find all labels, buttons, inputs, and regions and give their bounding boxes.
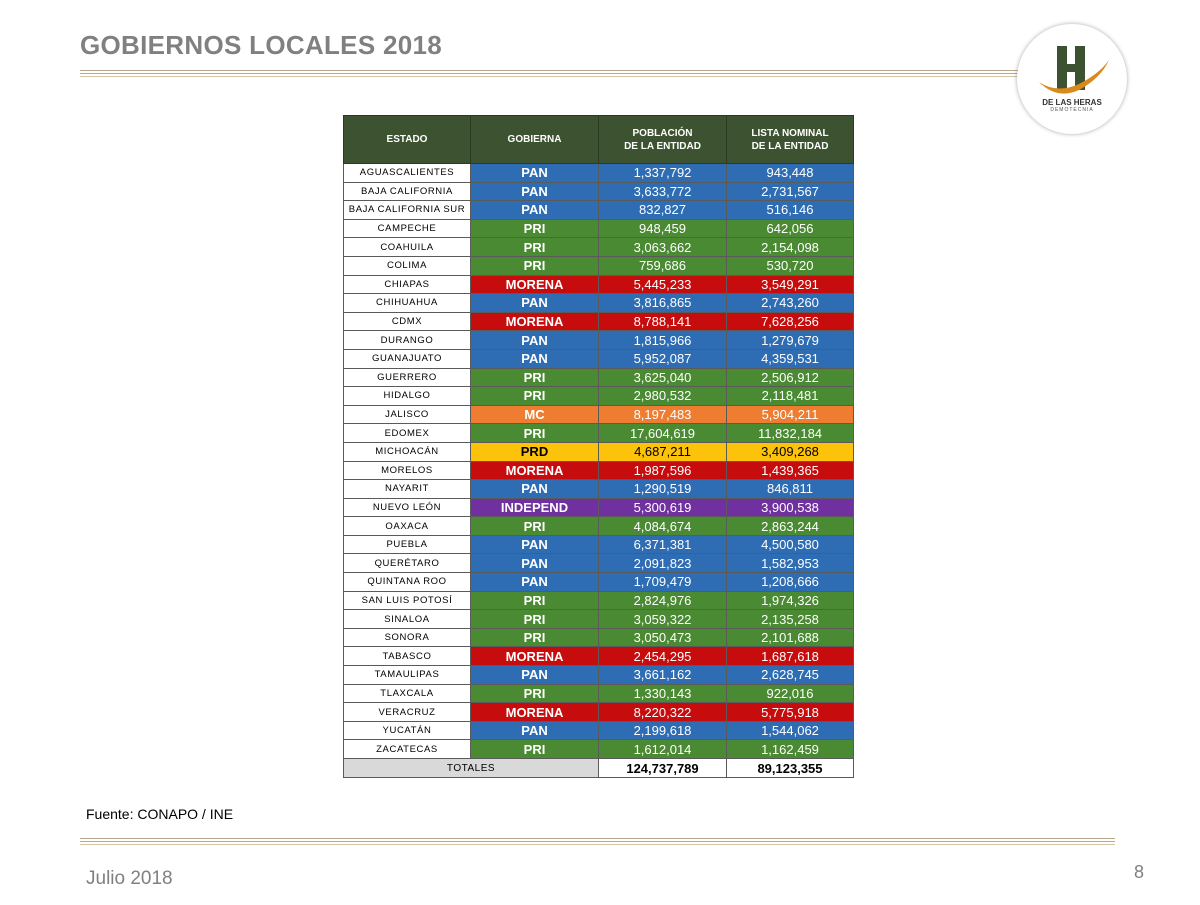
table-row <box>344 331 854 350</box>
cell-estado: QUINTANA ROO <box>344 573 471 592</box>
table-row <box>344 480 854 499</box>
cell-estado: TABASCO <box>344 647 471 666</box>
cell-lista: 4,500,580 <box>727 535 854 554</box>
header-rule-thin <box>80 76 1020 77</box>
table-row <box>344 666 854 685</box>
page-title: GOBIERNOS LOCALES 2018 <box>80 30 443 60</box>
cell-estado: JALISCO <box>344 405 471 424</box>
cell-estado: AGUASCALIENTES <box>344 164 471 183</box>
cell-estado: NUEVO LEÓN <box>344 498 471 517</box>
cell-estado: MICHOACÁN <box>344 442 471 461</box>
cell-estado: TAMAULIPAS <box>344 666 471 685</box>
table-row <box>344 368 854 387</box>
cell-gobierna: PRI <box>471 684 599 703</box>
table-row <box>344 164 854 183</box>
cell-estado: NAYARIT <box>344 480 471 499</box>
cell-gobierna: PRI <box>471 256 599 275</box>
table-row <box>344 275 854 294</box>
cell-gobierna: PAN <box>471 480 599 499</box>
cell-lista: 2,863,244 <box>727 517 854 536</box>
cell-gobierna: PAN <box>471 182 599 201</box>
table-row <box>344 740 854 759</box>
cell-poblacion: 3,661,162 <box>599 666 727 685</box>
table-row <box>344 573 854 592</box>
cell-gobierna: PAN <box>471 331 599 350</box>
cell-estado: CAMPECHE <box>344 219 471 238</box>
logo-mark-icon <box>1017 24 1127 134</box>
cell-gobierna: PAN <box>471 535 599 554</box>
cell-poblacion: 8,220,322 <box>599 703 727 722</box>
cell-estado: ZACATECAS <box>344 740 471 759</box>
table-row <box>344 628 854 647</box>
table-row <box>344 554 854 573</box>
cell-estado: SAN LUIS POTOSÍ <box>344 591 471 610</box>
footer-rule-thin <box>80 844 1115 845</box>
cell-estado: DURANGO <box>344 331 471 350</box>
cell-gobierna: PAN <box>471 294 599 313</box>
cell-poblacion: 948,459 <box>599 219 727 238</box>
cell-lista: 846,811 <box>727 480 854 499</box>
cell-estado: SONORA <box>344 628 471 647</box>
cell-poblacion: 3,050,473 <box>599 628 727 647</box>
cell-lista: 642,056 <box>727 219 854 238</box>
logo-subtitle: DEMOTECNIA <box>1050 107 1094 113</box>
cell-poblacion: 8,788,141 <box>599 312 727 331</box>
table-header-row <box>344 116 854 164</box>
cell-poblacion: 3,625,040 <box>599 368 727 387</box>
table-row <box>344 294 854 313</box>
cell-poblacion: 17,604,619 <box>599 424 727 443</box>
cell-lista: 516,146 <box>727 201 854 220</box>
column-header-gobierna: GOBIERNA <box>471 116 599 164</box>
table-row <box>344 535 854 554</box>
cell-gobierna: PRI <box>471 238 599 257</box>
cell-poblacion: 2,824,976 <box>599 591 727 610</box>
cell-estado: BAJA CALIFORNIA SUR <box>344 201 471 220</box>
table-row <box>344 349 854 368</box>
cell-gobierna: PAN <box>471 721 599 740</box>
cell-poblacion: 832,827 <box>599 201 727 220</box>
cell-estado: VERACRUZ <box>344 703 471 722</box>
cell-poblacion: 6,371,381 <box>599 535 727 554</box>
cell-lista: 3,900,538 <box>727 498 854 517</box>
table-row <box>344 256 854 275</box>
cell-gobierna: PAN <box>471 554 599 573</box>
column-header-lista-line1: LISTA NOMINAL <box>751 127 829 139</box>
cell-lista: 1,974,326 <box>727 591 854 610</box>
cell-estado: MORELOS <box>344 461 471 480</box>
cell-lista: 1,208,666 <box>727 573 854 592</box>
cell-lista: 2,135,258 <box>727 610 854 629</box>
cell-lista: 2,154,098 <box>727 238 854 257</box>
cell-estado: BAJA CALIFORNIA <box>344 182 471 201</box>
cell-lista: 2,628,745 <box>727 666 854 685</box>
table-row <box>344 442 854 461</box>
cell-lista: 11,832,184 <box>727 424 854 443</box>
cell-poblacion: 1,290,519 <box>599 480 727 499</box>
cell-poblacion: 1,815,966 <box>599 331 727 350</box>
cell-gobierna: PRI <box>471 610 599 629</box>
cell-gobierna: PRI <box>471 628 599 647</box>
cell-lista: 1,162,459 <box>727 740 854 759</box>
table-row <box>344 703 854 722</box>
cell-lista: 922,016 <box>727 684 854 703</box>
cell-lista: 3,549,291 <box>727 275 854 294</box>
cell-gobierna: PRI <box>471 219 599 238</box>
totals-label: TOTALES <box>344 759 599 778</box>
table-row <box>344 610 854 629</box>
cell-poblacion: 3,633,772 <box>599 182 727 201</box>
table-row <box>344 647 854 666</box>
table-row <box>344 424 854 443</box>
column-header-poblacion <box>599 116 727 164</box>
column-header-poblacion-line1: POBLACIÓN <box>632 127 693 139</box>
table-row <box>344 238 854 257</box>
table-row <box>344 461 854 480</box>
table-row <box>344 312 854 331</box>
company-logo <box>1017 24 1127 134</box>
table-row <box>344 387 854 406</box>
header-rule <box>80 70 1020 74</box>
column-header-lista <box>727 116 854 164</box>
cell-gobierna: PRI <box>471 517 599 536</box>
cell-poblacion: 8,197,483 <box>599 405 727 424</box>
cell-poblacion: 4,687,211 <box>599 442 727 461</box>
totals-row <box>344 759 854 778</box>
cell-gobierna: INDEPEND <box>471 498 599 517</box>
cell-gobierna: MC <box>471 405 599 424</box>
table-row <box>344 721 854 740</box>
cell-gobierna: MORENA <box>471 312 599 331</box>
table-row <box>344 517 854 536</box>
table-row <box>344 201 854 220</box>
cell-lista: 2,101,688 <box>727 628 854 647</box>
cell-lista: 2,506,912 <box>727 368 854 387</box>
cell-lista: 3,409,268 <box>727 442 854 461</box>
cell-poblacion: 4,084,674 <box>599 517 727 536</box>
cell-poblacion: 1,337,792 <box>599 164 727 183</box>
cell-poblacion: 2,091,823 <box>599 554 727 573</box>
column-header-estado: ESTADO <box>344 116 471 164</box>
column-header-poblacion-line2: DE LA ENTIDAD <box>624 140 701 152</box>
cell-estado: CHIAPAS <box>344 275 471 294</box>
cell-gobierna: PAN <box>471 666 599 685</box>
cell-estado: HIDALGO <box>344 387 471 406</box>
cell-poblacion: 759,686 <box>599 256 727 275</box>
cell-lista: 4,359,531 <box>727 349 854 368</box>
cell-estado: GUERRERO <box>344 368 471 387</box>
cell-lista: 1,687,618 <box>727 647 854 666</box>
footer-rule <box>80 838 1115 842</box>
cell-estado: PUEBLA <box>344 535 471 554</box>
cell-poblacion: 3,816,865 <box>599 294 727 313</box>
cell-poblacion: 1,987,596 <box>599 461 727 480</box>
cell-estado: CHIHUAHUA <box>344 294 471 313</box>
cell-gobierna: PRI <box>471 591 599 610</box>
cell-lista: 1,439,365 <box>727 461 854 480</box>
cell-gobierna: MORENA <box>471 461 599 480</box>
cell-poblacion: 3,059,322 <box>599 610 727 629</box>
cell-estado: TLAXCALA <box>344 684 471 703</box>
cell-gobierna: PRI <box>471 424 599 443</box>
cell-lista: 530,720 <box>727 256 854 275</box>
gobiernos-table <box>343 115 854 778</box>
cell-gobierna: PAN <box>471 349 599 368</box>
cell-lista: 1,279,679 <box>727 331 854 350</box>
table-row <box>344 498 854 517</box>
cell-poblacion: 1,709,479 <box>599 573 727 592</box>
cell-estado: COLIMA <box>344 256 471 275</box>
footer-date: Julio 2018 <box>86 868 173 889</box>
cell-lista: 7,628,256 <box>727 312 854 331</box>
totals-lista: 89,123,355 <box>727 759 854 778</box>
cell-lista: 2,118,481 <box>727 387 854 406</box>
cell-poblacion: 2,199,618 <box>599 721 727 740</box>
cell-gobierna: MORENA <box>471 647 599 666</box>
logo-name: DE LAS HERAS <box>1042 98 1102 107</box>
cell-estado: SINALOA <box>344 610 471 629</box>
cell-gobierna: PAN <box>471 201 599 220</box>
cell-lista: 1,582,953 <box>727 554 854 573</box>
cell-lista: 2,743,260 <box>727 294 854 313</box>
cell-lista: 1,544,062 <box>727 721 854 740</box>
cell-poblacion: 2,454,295 <box>599 647 727 666</box>
source-note: Fuente: CONAPO / INE <box>86 806 234 822</box>
cell-gobierna: PRI <box>471 387 599 406</box>
cell-gobierna: PRD <box>471 442 599 461</box>
cell-gobierna: MORENA <box>471 703 599 722</box>
cell-gobierna: PAN <box>471 164 599 183</box>
cell-lista: 5,775,918 <box>727 703 854 722</box>
page-number: 8 <box>1134 862 1145 882</box>
totals-poblacion: 124,737,789 <box>599 759 727 778</box>
cell-gobierna: PRI <box>471 368 599 387</box>
table-row <box>344 591 854 610</box>
cell-estado: GUANAJUATO <box>344 349 471 368</box>
cell-gobierna: MORENA <box>471 275 599 294</box>
table-row <box>344 684 854 703</box>
cell-poblacion: 5,300,619 <box>599 498 727 517</box>
cell-lista: 2,731,567 <box>727 182 854 201</box>
cell-poblacion: 5,952,087 <box>599 349 727 368</box>
cell-lista: 943,448 <box>727 164 854 183</box>
cell-poblacion: 1,330,143 <box>599 684 727 703</box>
cell-estado: YUCATÁN <box>344 721 471 740</box>
cell-estado: QUERÉTARO <box>344 554 471 573</box>
table-row <box>344 219 854 238</box>
cell-poblacion: 2,980,532 <box>599 387 727 406</box>
cell-estado: OAXACA <box>344 517 471 536</box>
cell-poblacion: 3,063,662 <box>599 238 727 257</box>
cell-estado: EDOMEX <box>344 424 471 443</box>
cell-poblacion: 1,612,014 <box>599 740 727 759</box>
table-row <box>344 405 854 424</box>
column-header-lista-line2: DE LA ENTIDAD <box>751 140 829 152</box>
cell-estado: COAHUILA <box>344 238 471 257</box>
cell-gobierna: PRI <box>471 740 599 759</box>
cell-lista: 5,904,211 <box>727 405 854 424</box>
cell-gobierna: PAN <box>471 573 599 592</box>
cell-poblacion: 5,445,233 <box>599 275 727 294</box>
table-row <box>344 182 854 201</box>
cell-estado: CDMX <box>344 312 471 331</box>
